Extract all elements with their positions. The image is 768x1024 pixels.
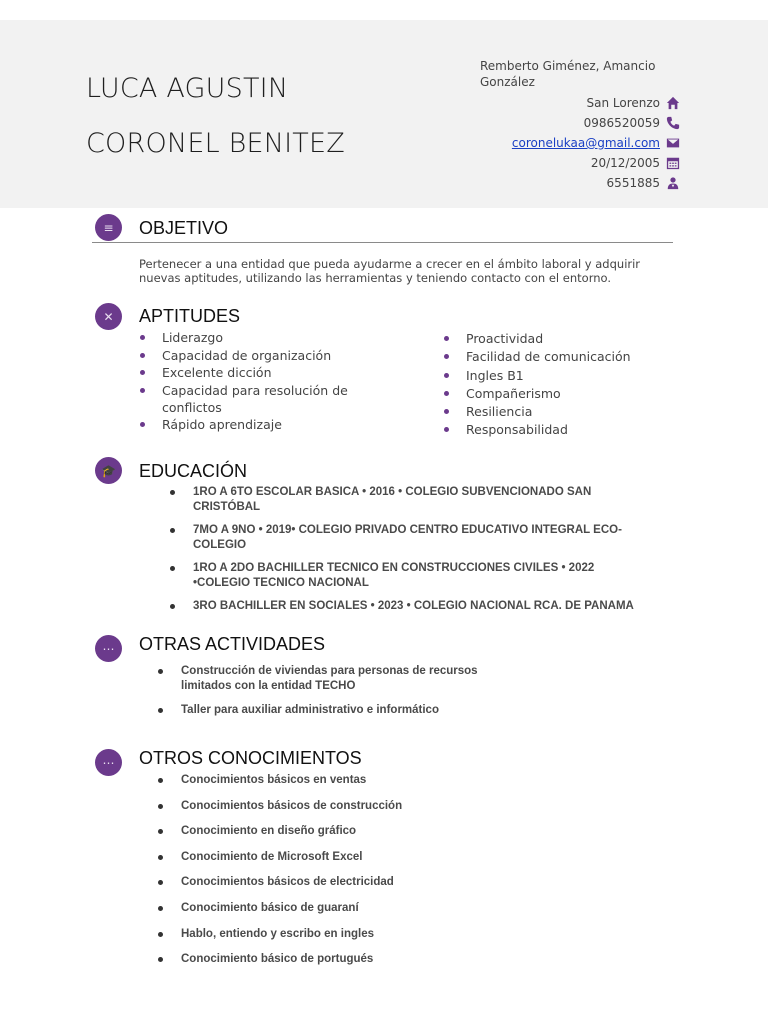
list-item: Conocimientos básicos de construcción <box>181 799 501 814</box>
id-row <box>480 173 680 193</box>
list-item: Conocimiento básico de guaraní <box>181 901 501 916</box>
aptitudes-list-right <box>442 330 672 440</box>
list-item: Construcción de viviendas para personas de recursos limitados con la entidad TECHO <box>181 664 521 694</box>
email-row <box>480 133 680 153</box>
section-title-objetivo: OBJETIVO <box>139 218 229 238</box>
more-icon: ⋯ <box>95 749 122 776</box>
list-item: Excelente dicción <box>138 364 368 381</box>
name-first: LUCA AGUSTIN <box>86 73 289 104</box>
list-item: Resiliencia <box>442 403 672 420</box>
list-item: Hablo, entiendo y escribo en ingles <box>181 927 501 942</box>
objetivo-text: Pertenecer a una entidad que pueda ayudarme a crecer en el ámbito laboral y adquirir nuevas aptitudes, utilizando las herramientas y teniendo contacto con el entorno. <box>139 257 641 285</box>
birthdate-row <box>480 153 680 173</box>
list-item: Conocimientos básicos en ventas <box>181 773 501 788</box>
aptitudes-list-left <box>138 329 368 434</box>
list-item: Capacidad de organización <box>138 347 368 364</box>
list-item: Conocimientos básicos de electricidad <box>181 875 501 890</box>
phone: 0986520059 <box>583 116 660 130</box>
educacion-list <box>193 485 643 622</box>
address: Remberto Giménez, Amancio González <box>480 59 656 89</box>
list-item: Compañerismo <box>442 385 672 402</box>
list-item: Conocimiento básico de portugués <box>181 952 501 967</box>
section-title-educacion: EDUCACIÓN <box>139 461 248 481</box>
list-item: Conocimiento de Microsoft Excel <box>181 850 501 865</box>
section-divider <box>92 242 673 243</box>
graduation-cap-icon: 🎓 <box>95 457 122 484</box>
otras-actividades-list <box>181 664 521 727</box>
list-item: Facilidad de comunicación <box>442 348 672 365</box>
id-number: 6551885 <box>606 176 660 190</box>
calendar-icon <box>666 156 680 170</box>
list-item: Liderazgo <box>138 329 368 346</box>
list-item: Ingles B1 <box>442 367 672 384</box>
list-item: Responsabilidad <box>442 421 672 438</box>
list-item: Taller para auxiliar administrativo e informático <box>181 703 521 718</box>
id-person-icon <box>666 176 680 190</box>
phone-row <box>480 113 680 133</box>
section-title-otras-actividades: OTRAS ACTIVIDADES <box>139 634 326 654</box>
list-item: 1RO A 2DO BACHILLER TECNICO EN CONSTRUCCIONES CIVILES • 2022 •COLEGIO TECNICO NACIONAL <box>193 561 643 591</box>
list-item: 3RO BACHILLER EN SOCIALES • 2023 • COLEGIO NACIONAL RCA. DE PANAMA <box>193 599 643 614</box>
list-icon: ≡ <box>95 214 122 241</box>
list-item: 7MO A 9NO • 2019• COLEGIO PRIVADO CENTRO EDUCATIVO INTEGRAL ECO-COLEGIO <box>193 523 643 553</box>
name-last: CORONEL BENITEZ <box>86 128 345 159</box>
city: San Lorenzo <box>586 96 660 110</box>
list-item: 1RO A 6TO ESCOLAR BASICA • 2016 • COLEGIO SUBVENCIONADO SAN CRISTÓBAL <box>193 485 643 515</box>
list-item: Capacidad para resolución de conflictos <box>138 382 368 416</box>
birthdate: 20/12/2005 <box>590 156 660 170</box>
section-title-aptitudes: APTITUDES <box>139 306 241 326</box>
list-item: Proactividad <box>442 330 672 347</box>
list-item: Rápido aprendizaje <box>138 416 368 433</box>
phone-icon <box>666 116 680 130</box>
envelope-icon <box>666 136 680 150</box>
city-row <box>480 93 680 113</box>
section-title-otros-conocimientos: OTROS CONOCIMIENTOS <box>139 748 362 768</box>
tools-icon: ✕ <box>95 303 122 330</box>
contact-block <box>480 58 680 193</box>
email-link[interactable]: coronelukaa@gmail.com <box>511 136 660 150</box>
list-item: Conocimiento en diseño gráfico <box>181 824 501 839</box>
more-icon: ⋯ <box>95 635 122 662</box>
otros-conocimientos-list <box>181 773 501 978</box>
home-icon <box>666 96 680 110</box>
